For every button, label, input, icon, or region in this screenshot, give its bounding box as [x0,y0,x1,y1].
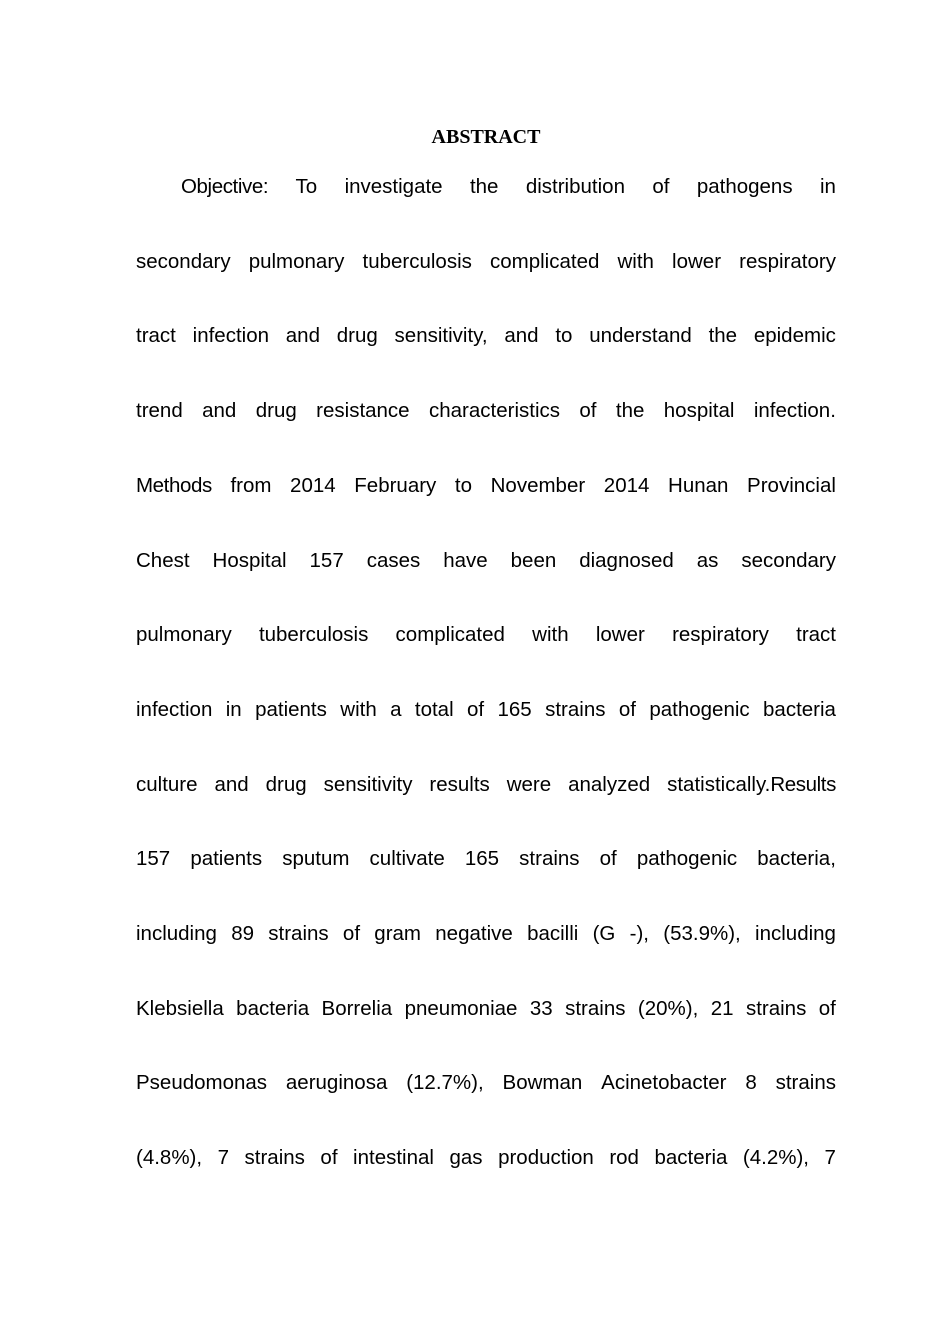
word: of [618,697,636,721]
word: of [652,175,670,198]
word: pulmonary [136,623,232,647]
word: production [498,1146,594,1170]
word: statistically.Results [667,772,836,796]
section-keyword: Objective: [181,175,269,198]
word: 7 [217,1146,229,1170]
word: respiratory [739,249,836,273]
word: of [467,697,485,721]
word: 2014 [603,473,650,497]
word: hospital [663,399,735,423]
word: strains [545,697,606,721]
word: total [414,697,454,721]
abstract-line [136,471,836,501]
abstract-line [136,620,836,650]
word: lower [595,623,645,647]
word: (20%), [637,996,699,1020]
word: and [504,324,539,348]
word: analyzed [568,772,651,796]
word: -), [629,922,650,945]
abstract-line [136,770,836,800]
word: bacilli [527,922,579,945]
word: bacteria [236,996,310,1020]
word: results [429,772,490,796]
word: November [490,473,586,497]
word: secondary [136,249,231,273]
abstract-line [136,1068,836,1098]
word: strains [268,922,329,945]
word: trend [136,399,183,423]
word: and [214,772,249,796]
word: drug [336,324,378,348]
word: diagnosed [579,548,674,572]
word: strains [745,996,807,1020]
word: Bowman [502,1071,583,1095]
word: in [819,175,836,198]
word: complicated [395,623,505,647]
word: Hunan [668,473,729,497]
word: of [320,1146,338,1170]
word: lower [672,249,722,273]
word: patients [255,697,327,721]
word: 21 [710,996,734,1020]
abstract-line [136,994,836,1024]
word: pneumoniae [404,996,518,1020]
word: secondary [741,548,836,572]
word: culture [136,772,198,796]
abstract-line [136,396,836,426]
word: patients [190,847,263,871]
word: Pseudomonas [136,1071,268,1095]
word: epidemic [753,324,836,348]
word: drug [265,772,307,796]
word: and [285,324,320,348]
word: infection. [753,399,836,423]
word: from [230,473,272,497]
word: tuberculosis [362,249,472,273]
word: tract [796,623,836,647]
section-keyword: Results [770,772,836,796]
word: sensitivity [323,772,413,796]
abstract-line [181,172,836,202]
word: including [755,922,836,945]
word: gas [449,1146,483,1170]
word: cultivate [369,847,445,871]
word: a [390,697,402,721]
word: Acinetobacter [601,1071,727,1095]
abstract-line [136,546,836,576]
word: tuberculosis [258,623,369,647]
word: cases [366,548,421,572]
word: Provincial [747,473,836,497]
word: of [599,847,617,871]
word: characteristics [428,399,560,423]
word: (53.9%), [663,922,741,945]
word: 157 [136,847,171,871]
word: Borrelia [321,996,393,1020]
word: negative [435,922,513,945]
word: bacteria, [757,847,836,871]
abstract-line [136,321,836,351]
word: drug [255,399,297,423]
word: February [354,473,437,497]
word: to [555,324,573,348]
word: pathogenic [649,697,750,721]
word: (G [592,922,616,945]
word: 2014 [290,473,336,497]
word: rod [609,1146,639,1170]
word: sputum [282,847,350,871]
word: To [295,175,318,198]
word: Chest [136,548,190,572]
word: to [454,473,473,497]
word: 157 [309,548,344,572]
word: strains [244,1146,305,1170]
word: 8 [745,1071,757,1095]
word: aeruginosa [285,1071,388,1095]
word: sensitivity, [394,324,488,348]
word: understand [589,324,692,348]
word: Hospital [212,548,287,572]
word: been [510,548,557,572]
section-keyword: Methods [136,473,212,497]
abstract-line [136,1143,836,1173]
word: the [469,175,499,198]
word: bacteria [763,697,836,721]
abstract-heading: ABSTRACT [431,126,541,148]
word: infection [136,697,213,721]
word: Klebsiella [136,996,224,1020]
word: 7 [824,1146,836,1170]
word: 33 [529,996,553,1020]
word: with [617,249,654,273]
word: the [708,324,738,348]
word: 165 [497,697,532,721]
word: with [340,697,377,721]
word: resistance [316,399,410,423]
word: strains [565,996,626,1020]
abstract-line [136,247,836,277]
word: of [579,399,597,423]
word: complicated [489,249,600,273]
word: including [136,922,217,945]
word: strains [519,847,580,871]
word: bacteria [654,1146,728,1170]
abstract-line [136,695,836,725]
word: 165 [464,847,500,871]
word: as [696,548,719,572]
word: (4.8%), [136,1146,203,1170]
word: have [443,548,488,572]
word: and [202,399,237,423]
word: strains [775,1071,836,1095]
word: were [506,772,552,796]
word: 89 [231,922,254,945]
word: distribution [525,175,625,198]
word: pulmonary [248,249,345,273]
word: (4.2%), [742,1146,809,1170]
word: with [532,623,569,647]
word: respiratory [672,623,769,647]
abstract-line [136,844,836,874]
word: intestinal [353,1146,434,1170]
word: tract [136,324,176,348]
abstract-line [136,919,836,949]
word: investigate [344,175,443,198]
word: pathogens [696,175,793,198]
word: infection [192,324,269,348]
word: (12.7%), [406,1071,484,1095]
word: in [225,697,242,721]
word: of [342,922,361,945]
word: pathogenic [636,847,738,871]
word: the [615,399,645,423]
word: gram [374,922,422,945]
word: of [818,996,836,1020]
